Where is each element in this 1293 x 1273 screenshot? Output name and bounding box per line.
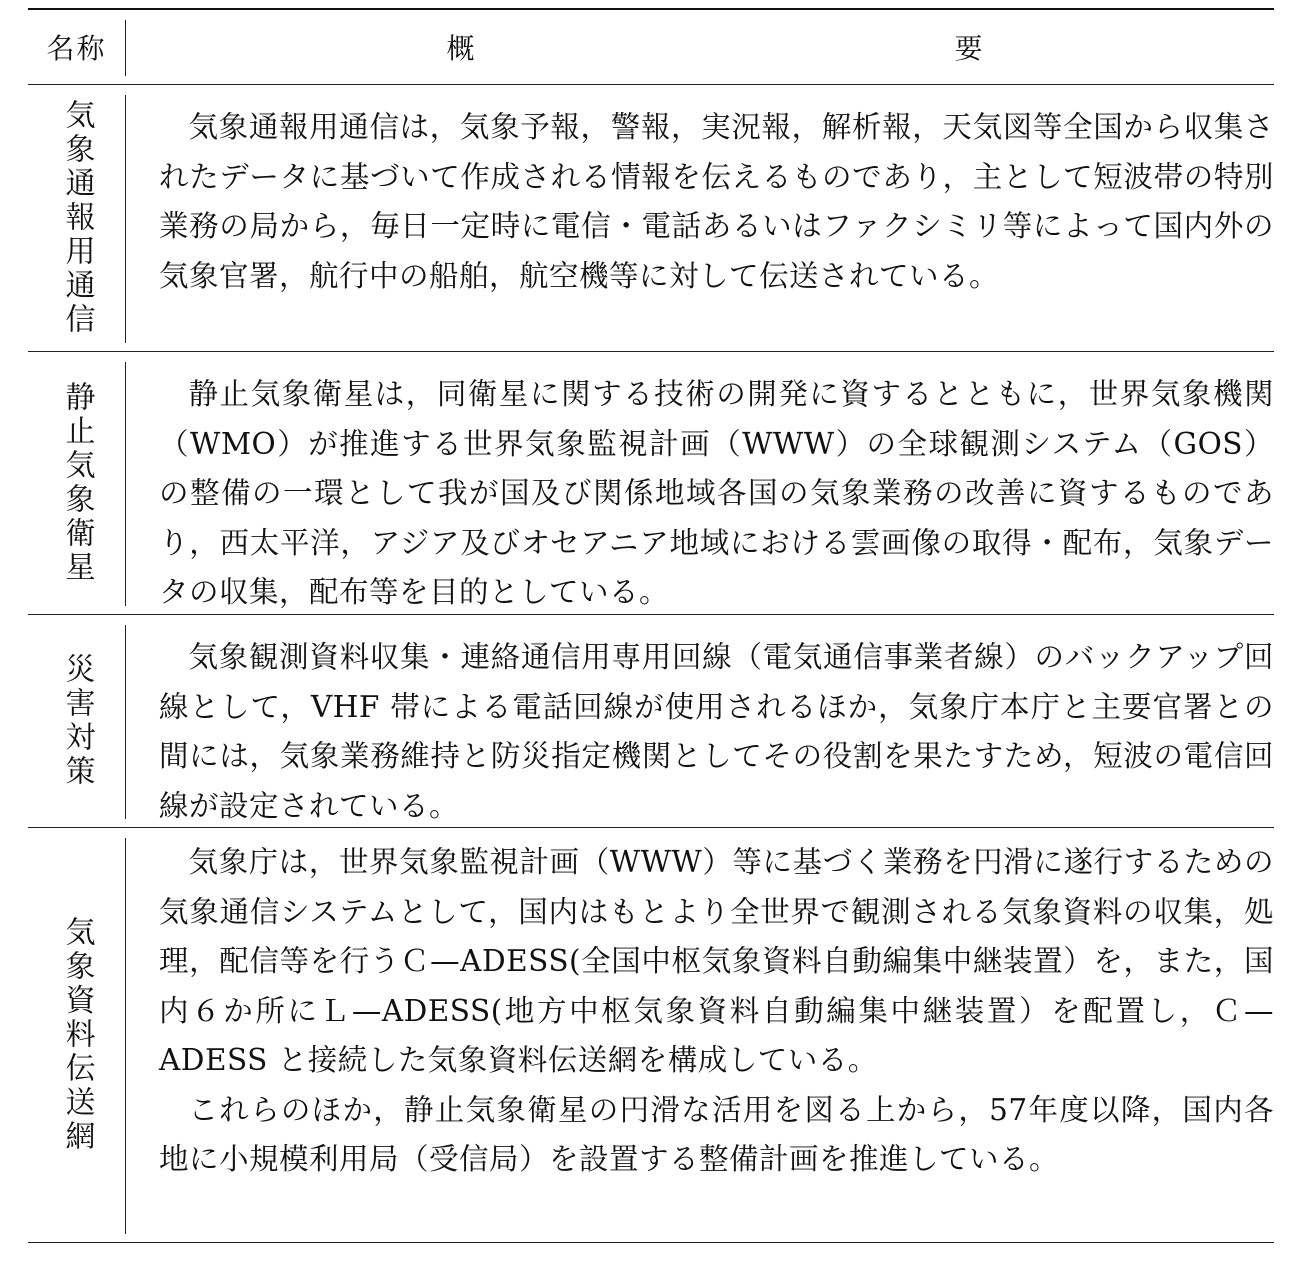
table-header [28, 10, 1274, 84]
table-row [28, 615, 1274, 827]
row-name-cell [28, 615, 125, 827]
row-name-cell [28, 352, 125, 614]
row-name: 気象通報用通信 [59, 99, 95, 337]
row-content [125, 352, 1274, 614]
row-content [125, 615, 1274, 827]
column-divider [125, 838, 126, 1234]
paragraph: 気象庁は，世界気象監視計画（WWW）等に基づく業務を円滑に遂行するための気象通信システムとして，国内はもとより全世界で観測される気象資料の収集，処理，配信等を行うＣ—ADESS(全国中枢気象資料自動編集中継装置）を，また，国内６か所にＬ—ADESS(地方中枢気象資料自動編集中継装置）を配置し，Ｃ—ADESS と接続した気象資料伝送網を構成している。 [159, 845, 1274, 1077]
table-row [28, 85, 1274, 351]
table-row [28, 828, 1274, 1242]
column-divider [125, 20, 126, 76]
header-summary-left: 概 [446, 32, 475, 65]
header-name: 名称 [46, 32, 107, 65]
row-name: 気象資料伝送網 [59, 916, 95, 1154]
table-row [28, 352, 1274, 614]
row-content [125, 85, 1274, 351]
table-bottom-rule [28, 1242, 1274, 1243]
row-name-cell [28, 828, 125, 1242]
paragraph: 静止気象衛星は，同衛星に関する技術の開発に資するとともに，世界気象機関（WMO）が推進する世界気象監視計画（WWW）の全球観測システム（GOS）の整備の一環として我が国及び関係地域各国の気象業務の改善に資するものであり，西太平洋，アジア及びオセアニア地域における雲画像の取得・配布，気象データの収集，配布等を目的としている。 [159, 377, 1274, 609]
paragraph: これらのほか，静止気象衛星の円滑な活用を図る上から，57年度以降，国内各地に小規模利用局（受信局）を設置する整備計画を推進している。 [159, 1092, 1274, 1176]
row-name: 静止気象衛星 [59, 381, 95, 585]
paragraph: 気象通報用通信は，気象予報，警報，実況報，解析報，天気図等全国から収集されたデータに基づいて作成される情報を伝えるものであり，主として短波帯の特別業務の局から，毎日一定時に電信・電話あるいはファクシミリ等によって国内外の気象官署，航行中の船舶，航空機等に対して伝送されている。 [159, 110, 1274, 293]
summary-table [28, 8, 1274, 1243]
row-name-cell [28, 85, 125, 351]
header-summary [125, 27, 1274, 67]
row-name: 災害対策 [59, 653, 95, 789]
column-divider [125, 362, 126, 606]
paragraph: 気象観測資料収集・連絡通信用専用回線（電気通信事業者線）のバックアップ回線として，VHF 帯による電話回線が使用されるほか，気象庁本庁と主要官署との間には，気象業務維持と防災指定機関としてその役割を果たすため，短波の電信回線が設定されている。 [159, 640, 1274, 823]
header-summary-right: 要 [954, 32, 983, 65]
row-content [125, 828, 1274, 1242]
column-divider [125, 95, 126, 343]
column-divider [125, 625, 126, 819]
